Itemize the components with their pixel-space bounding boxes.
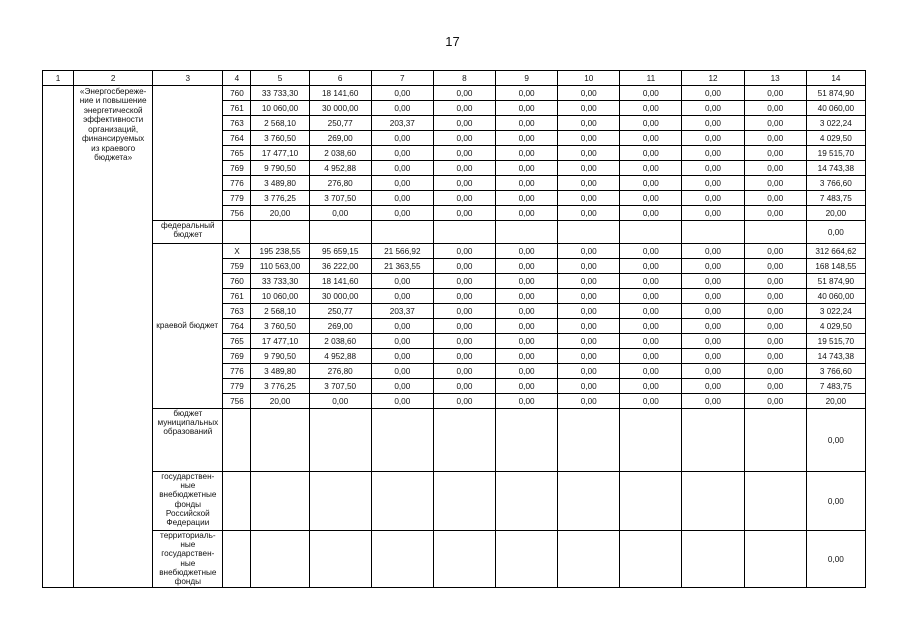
- value-cell: [496, 472, 558, 531]
- value-cell: 21 363,55: [371, 259, 433, 274]
- value-cell: 0,00: [496, 349, 558, 364]
- value-cell: 0,00: [371, 101, 433, 116]
- value-cell: 0,00: [496, 289, 558, 304]
- value-cell: 2 038,60: [309, 146, 371, 161]
- table-row-state-funds: [43, 472, 866, 531]
- value-cell: 195 238,55: [251, 244, 309, 259]
- value-cell: 0,00: [620, 161, 682, 176]
- value-cell: 7 483,75: [806, 379, 865, 394]
- value-cell: 0,00: [433, 259, 495, 274]
- header-cell-4: 4: [223, 71, 251, 86]
- value-cell: 0,00: [496, 101, 558, 116]
- value-cell: 4 029,50: [806, 319, 865, 334]
- territorial-funds-label: территориаль-ные государствен-ные внебюджетные фонды: [153, 531, 223, 588]
- value-cell: 2 038,60: [309, 334, 371, 349]
- value-cell: 0,00: [558, 334, 620, 349]
- value-cell: 0,00: [682, 259, 744, 274]
- header-cell-3: 3: [153, 71, 223, 86]
- value-cell: 40 060,00: [806, 101, 865, 116]
- value-cell: 30 000,00: [309, 289, 371, 304]
- value-cell: 0,00: [682, 206, 744, 221]
- budget-table: [42, 70, 866, 588]
- value-cell: 0,00: [682, 244, 744, 259]
- value-cell: 0,00: [744, 334, 806, 349]
- value-cell: 0,00: [433, 349, 495, 364]
- value-cell: 0,00: [496, 304, 558, 319]
- value-cell: 0,00: [558, 319, 620, 334]
- value-cell: [371, 472, 433, 531]
- table-row: [43, 86, 866, 101]
- value-cell: [496, 221, 558, 244]
- code-cell: 765: [223, 334, 251, 349]
- value-cell: [251, 531, 309, 588]
- value-cell: 0,00: [433, 334, 495, 349]
- value-cell: 0,00: [433, 176, 495, 191]
- value-cell: 0,00: [371, 131, 433, 146]
- value-cell: 0,00: [371, 394, 433, 409]
- value-cell: [744, 472, 806, 531]
- value-cell: 3 766,60: [806, 364, 865, 379]
- value-cell: 0,00: [744, 86, 806, 101]
- value-cell: 0,00: [744, 206, 806, 221]
- value-cell: [682, 531, 744, 588]
- value-cell: [620, 409, 682, 472]
- value-cell: 0,00: [496, 176, 558, 191]
- value-cell: 0,00: [558, 176, 620, 191]
- code-cell: X: [223, 244, 251, 259]
- value-cell: [309, 221, 371, 244]
- code-cell: 760: [223, 86, 251, 101]
- value-cell: 18 141,60: [309, 86, 371, 101]
- value-cell: 0,00: [558, 304, 620, 319]
- value-cell: 0,00: [558, 274, 620, 289]
- value-cell: 0,00: [620, 206, 682, 221]
- value-cell: 0,00: [433, 116, 495, 131]
- value-cell: 51 874,90: [806, 86, 865, 101]
- value-cell: 10 060,00: [251, 101, 309, 116]
- value-cell: 0,00: [744, 394, 806, 409]
- program-label: «Энергосбереже-ние и повышение энергетической эффективности организаций, финансируемых из краевого бюджета»: [74, 86, 153, 588]
- value-cell: 3 760,50: [251, 319, 309, 334]
- value-cell: 3 766,60: [806, 176, 865, 191]
- value-cell: 0,00: [496, 206, 558, 221]
- value-cell: [433, 409, 495, 472]
- header-cell-8: 8: [433, 71, 495, 86]
- value-cell: 18 141,60: [309, 274, 371, 289]
- value-cell: 0,00: [433, 304, 495, 319]
- code-cell: 760: [223, 274, 251, 289]
- value-cell: 0,00: [496, 191, 558, 206]
- value-cell: 0,00: [620, 131, 682, 146]
- regional-label: краевой бюджет: [153, 244, 223, 409]
- value-cell: 0,00: [496, 364, 558, 379]
- value-cell: 0,00: [496, 334, 558, 349]
- value-cell: 0,00: [682, 319, 744, 334]
- value-cell: 0,00: [433, 394, 495, 409]
- value-cell: 0,00: [620, 334, 682, 349]
- value-cell: 0,00: [744, 131, 806, 146]
- value-cell: 0,00: [620, 349, 682, 364]
- value-cell: [309, 531, 371, 588]
- code-cell: [223, 531, 251, 588]
- value-cell: 0,00: [682, 131, 744, 146]
- value-cell: 17 477,10: [251, 146, 309, 161]
- value-cell: 0,00: [620, 394, 682, 409]
- value-cell: 0,00: [309, 394, 371, 409]
- value-cell: 0,00: [558, 349, 620, 364]
- value-cell: 0,00: [558, 289, 620, 304]
- value-cell: 2 568,10: [251, 304, 309, 319]
- value-cell: 0,00: [620, 289, 682, 304]
- value-cell: 0,00: [496, 319, 558, 334]
- header-cell-1: 1: [43, 71, 74, 86]
- value-cell: 0,00: [682, 86, 744, 101]
- value-cell: 0,00: [620, 364, 682, 379]
- header-cell-11: 11: [620, 71, 682, 86]
- table-row-federal: [43, 221, 866, 244]
- value-cell: 0,00: [558, 379, 620, 394]
- value-cell: [496, 531, 558, 588]
- code-cell: 756: [223, 206, 251, 221]
- value-cell: [371, 221, 433, 244]
- value-cell: 0,00: [744, 289, 806, 304]
- value-cell: 20,00: [251, 394, 309, 409]
- value-cell: 33 733,30: [251, 86, 309, 101]
- value-cell: 0,00: [433, 289, 495, 304]
- total-cell: 0,00: [806, 472, 865, 531]
- code-cell: 769: [223, 161, 251, 176]
- header-cell-5: 5: [251, 71, 309, 86]
- value-cell: 0,00: [682, 161, 744, 176]
- value-cell: 17 477,10: [251, 334, 309, 349]
- value-cell: 0,00: [496, 131, 558, 146]
- value-cell: 0,00: [682, 289, 744, 304]
- value-cell: [251, 221, 309, 244]
- value-cell: 0,00: [620, 259, 682, 274]
- value-cell: 0,00: [558, 191, 620, 206]
- value-cell: 0,00: [496, 274, 558, 289]
- value-cell: 0,00: [309, 206, 371, 221]
- header-cell-12: 12: [682, 71, 744, 86]
- value-cell: 9 790,50: [251, 349, 309, 364]
- value-cell: 0,00: [371, 274, 433, 289]
- code-cell: 776: [223, 176, 251, 191]
- value-cell: [433, 221, 495, 244]
- value-cell: 9 790,50: [251, 161, 309, 176]
- value-cell: 0,00: [744, 274, 806, 289]
- value-cell: 40 060,00: [806, 289, 865, 304]
- state-funds-label: государствен-ные внебюджетные фонды Российской Федерации: [153, 472, 223, 531]
- code-cell: 765: [223, 146, 251, 161]
- value-cell: 0,00: [620, 101, 682, 116]
- value-cell: 2 568,10: [251, 116, 309, 131]
- value-cell: [309, 409, 371, 472]
- value-cell: 0,00: [496, 146, 558, 161]
- value-cell: 3 489,80: [251, 176, 309, 191]
- value-cell: [558, 221, 620, 244]
- value-cell: 0,00: [371, 319, 433, 334]
- value-cell: 0,00: [620, 176, 682, 191]
- value-cell: 33 733,30: [251, 274, 309, 289]
- value-cell: [682, 472, 744, 531]
- value-cell: 0,00: [496, 86, 558, 101]
- value-cell: 0,00: [558, 206, 620, 221]
- value-cell: 0,00: [371, 146, 433, 161]
- value-cell: 0,00: [620, 244, 682, 259]
- value-cell: 0,00: [558, 161, 620, 176]
- value-cell: 0,00: [682, 379, 744, 394]
- code-cell: 759: [223, 259, 251, 274]
- value-cell: 0,00: [620, 319, 682, 334]
- value-cell: 250,77: [309, 116, 371, 131]
- value-cell: 0,00: [682, 364, 744, 379]
- value-cell: 0,00: [620, 116, 682, 131]
- value-cell: 0,00: [744, 101, 806, 116]
- value-cell: 3 489,80: [251, 364, 309, 379]
- value-cell: 0,00: [371, 161, 433, 176]
- value-cell: 10 060,00: [251, 289, 309, 304]
- value-cell: 0,00: [682, 101, 744, 116]
- value-cell: 0,00: [496, 116, 558, 131]
- value-cell: [496, 409, 558, 472]
- value-cell: [433, 531, 495, 588]
- value-cell: 3 022,24: [806, 304, 865, 319]
- header-cell-10: 10: [558, 71, 620, 86]
- value-cell: 168 148,55: [806, 259, 865, 274]
- value-cell: 0,00: [682, 349, 744, 364]
- value-cell: 269,00: [309, 319, 371, 334]
- value-cell: 14 743,38: [806, 161, 865, 176]
- code-cell: 776: [223, 364, 251, 379]
- header-cell-7: 7: [371, 71, 433, 86]
- value-cell: 19 515,70: [806, 146, 865, 161]
- value-cell: [682, 409, 744, 472]
- value-cell: 0,00: [371, 191, 433, 206]
- value-cell: 0,00: [682, 176, 744, 191]
- table-row-municipal: [43, 409, 866, 472]
- value-cell: 276,80: [309, 176, 371, 191]
- value-cell: 0,00: [744, 161, 806, 176]
- total-cell: 0,00: [806, 221, 865, 244]
- municipal-label: бюджет муниципальных образований: [153, 409, 223, 472]
- code-cell: 761: [223, 101, 251, 116]
- header-cell-14: 14: [806, 71, 865, 86]
- value-cell: 0,00: [371, 176, 433, 191]
- value-cell: [620, 531, 682, 588]
- header-cell-6: 6: [309, 71, 371, 86]
- value-cell: 3 760,50: [251, 131, 309, 146]
- value-cell: 0,00: [371, 289, 433, 304]
- value-cell: 0,00: [433, 379, 495, 394]
- value-cell: [620, 472, 682, 531]
- value-cell: 0,00: [744, 319, 806, 334]
- header-cell-9: 9: [496, 71, 558, 86]
- value-cell: 0,00: [744, 146, 806, 161]
- value-cell: [558, 531, 620, 588]
- value-cell: 19 515,70: [806, 334, 865, 349]
- code-cell: 769: [223, 349, 251, 364]
- total-cell: 0,00: [806, 409, 865, 472]
- value-cell: 0,00: [496, 394, 558, 409]
- value-cell: 0,00: [371, 364, 433, 379]
- header-row: [43, 71, 866, 86]
- value-cell: 7 483,75: [806, 191, 865, 206]
- value-cell: 4 952,88: [309, 161, 371, 176]
- value-cell: 0,00: [496, 161, 558, 176]
- value-cell: 0,00: [620, 86, 682, 101]
- value-cell: 21 566,92: [371, 244, 433, 259]
- row-number-cell: [43, 86, 74, 588]
- value-cell: 0,00: [496, 379, 558, 394]
- value-cell: 3 776,25: [251, 379, 309, 394]
- value-cell: 3 707,50: [309, 379, 371, 394]
- value-cell: [433, 472, 495, 531]
- value-cell: 312 664,62: [806, 244, 865, 259]
- value-cell: 0,00: [433, 319, 495, 334]
- value-cell: 0,00: [433, 131, 495, 146]
- value-cell: 0,00: [682, 146, 744, 161]
- value-cell: 276,80: [309, 364, 371, 379]
- value-cell: 51 874,90: [806, 274, 865, 289]
- value-cell: 95 659,15: [309, 244, 371, 259]
- value-cell: 250,77: [309, 304, 371, 319]
- code-cell: 764: [223, 131, 251, 146]
- value-cell: [558, 409, 620, 472]
- value-cell: 269,00: [309, 131, 371, 146]
- page-number: 17: [445, 34, 460, 49]
- table-row: [43, 244, 866, 259]
- value-cell: 203,37: [371, 116, 433, 131]
- value-cell: 0,00: [371, 86, 433, 101]
- value-cell: 0,00: [620, 274, 682, 289]
- header-cell-2: 2: [74, 71, 153, 86]
- table-row-territorial-funds: [43, 531, 866, 588]
- value-cell: [309, 472, 371, 531]
- value-cell: [620, 221, 682, 244]
- code-cell: [223, 221, 251, 244]
- value-cell: 0,00: [744, 304, 806, 319]
- value-cell: 0,00: [744, 259, 806, 274]
- value-cell: 3 776,25: [251, 191, 309, 206]
- value-cell: [371, 531, 433, 588]
- code-cell: 779: [223, 379, 251, 394]
- value-cell: [371, 409, 433, 472]
- value-cell: 0,00: [496, 244, 558, 259]
- value-cell: 20,00: [806, 394, 865, 409]
- code-cell: 764: [223, 319, 251, 334]
- value-cell: 0,00: [558, 244, 620, 259]
- source-cell: [153, 86, 223, 221]
- value-cell: 0,00: [433, 161, 495, 176]
- code-cell: 756: [223, 394, 251, 409]
- header-cell-13: 13: [744, 71, 806, 86]
- value-cell: 0,00: [682, 191, 744, 206]
- value-cell: 0,00: [558, 101, 620, 116]
- value-cell: [251, 472, 309, 531]
- value-cell: 0,00: [496, 259, 558, 274]
- code-cell: 763: [223, 116, 251, 131]
- value-cell: 20,00: [251, 206, 309, 221]
- value-cell: [744, 221, 806, 244]
- value-cell: 0,00: [682, 334, 744, 349]
- value-cell: 0,00: [744, 116, 806, 131]
- value-cell: 0,00: [682, 116, 744, 131]
- value-cell: 0,00: [558, 131, 620, 146]
- value-cell: 0,00: [433, 191, 495, 206]
- value-cell: 0,00: [620, 304, 682, 319]
- value-cell: 0,00: [620, 379, 682, 394]
- value-cell: 0,00: [433, 364, 495, 379]
- value-cell: 0,00: [433, 244, 495, 259]
- value-cell: 14 743,38: [806, 349, 865, 364]
- value-cell: 0,00: [744, 379, 806, 394]
- value-cell: 3 022,24: [806, 116, 865, 131]
- value-cell: 0,00: [744, 176, 806, 191]
- value-cell: 20,00: [806, 206, 865, 221]
- value-cell: 0,00: [558, 394, 620, 409]
- value-cell: 4 952,88: [309, 349, 371, 364]
- value-cell: 0,00: [682, 394, 744, 409]
- code-cell: [223, 472, 251, 531]
- value-cell: [744, 409, 806, 472]
- value-cell: 0,00: [371, 379, 433, 394]
- value-cell: [682, 221, 744, 244]
- value-cell: 0,00: [620, 191, 682, 206]
- value-cell: 0,00: [558, 86, 620, 101]
- value-cell: 0,00: [682, 304, 744, 319]
- value-cell: 36 222,00: [309, 259, 371, 274]
- value-cell: 0,00: [433, 101, 495, 116]
- value-cell: 0,00: [371, 334, 433, 349]
- value-cell: 0,00: [558, 116, 620, 131]
- total-cell: 0,00: [806, 531, 865, 588]
- value-cell: 0,00: [744, 191, 806, 206]
- value-cell: 0,00: [433, 86, 495, 101]
- value-cell: 0,00: [371, 206, 433, 221]
- value-cell: 0,00: [744, 349, 806, 364]
- value-cell: 0,00: [744, 364, 806, 379]
- value-cell: [251, 409, 309, 472]
- value-cell: 0,00: [433, 206, 495, 221]
- value-cell: 0,00: [558, 259, 620, 274]
- value-cell: 110 563,00: [251, 259, 309, 274]
- value-cell: 0,00: [682, 274, 744, 289]
- value-cell: 0,00: [558, 146, 620, 161]
- federal-label: федеральный бюджет: [153, 221, 223, 244]
- value-cell: 3 707,50: [309, 191, 371, 206]
- value-cell: 0,00: [558, 364, 620, 379]
- value-cell: 0,00: [433, 146, 495, 161]
- value-cell: 30 000,00: [309, 101, 371, 116]
- value-cell: 0,00: [433, 274, 495, 289]
- value-cell: [744, 531, 806, 588]
- value-cell: 203,37: [371, 304, 433, 319]
- code-cell: 763: [223, 304, 251, 319]
- code-cell: [223, 409, 251, 472]
- code-cell: 761: [223, 289, 251, 304]
- value-cell: 0,00: [371, 349, 433, 364]
- value-cell: 0,00: [620, 146, 682, 161]
- value-cell: 0,00: [744, 244, 806, 259]
- value-cell: 4 029,50: [806, 131, 865, 146]
- code-cell: 779: [223, 191, 251, 206]
- value-cell: [558, 472, 620, 531]
